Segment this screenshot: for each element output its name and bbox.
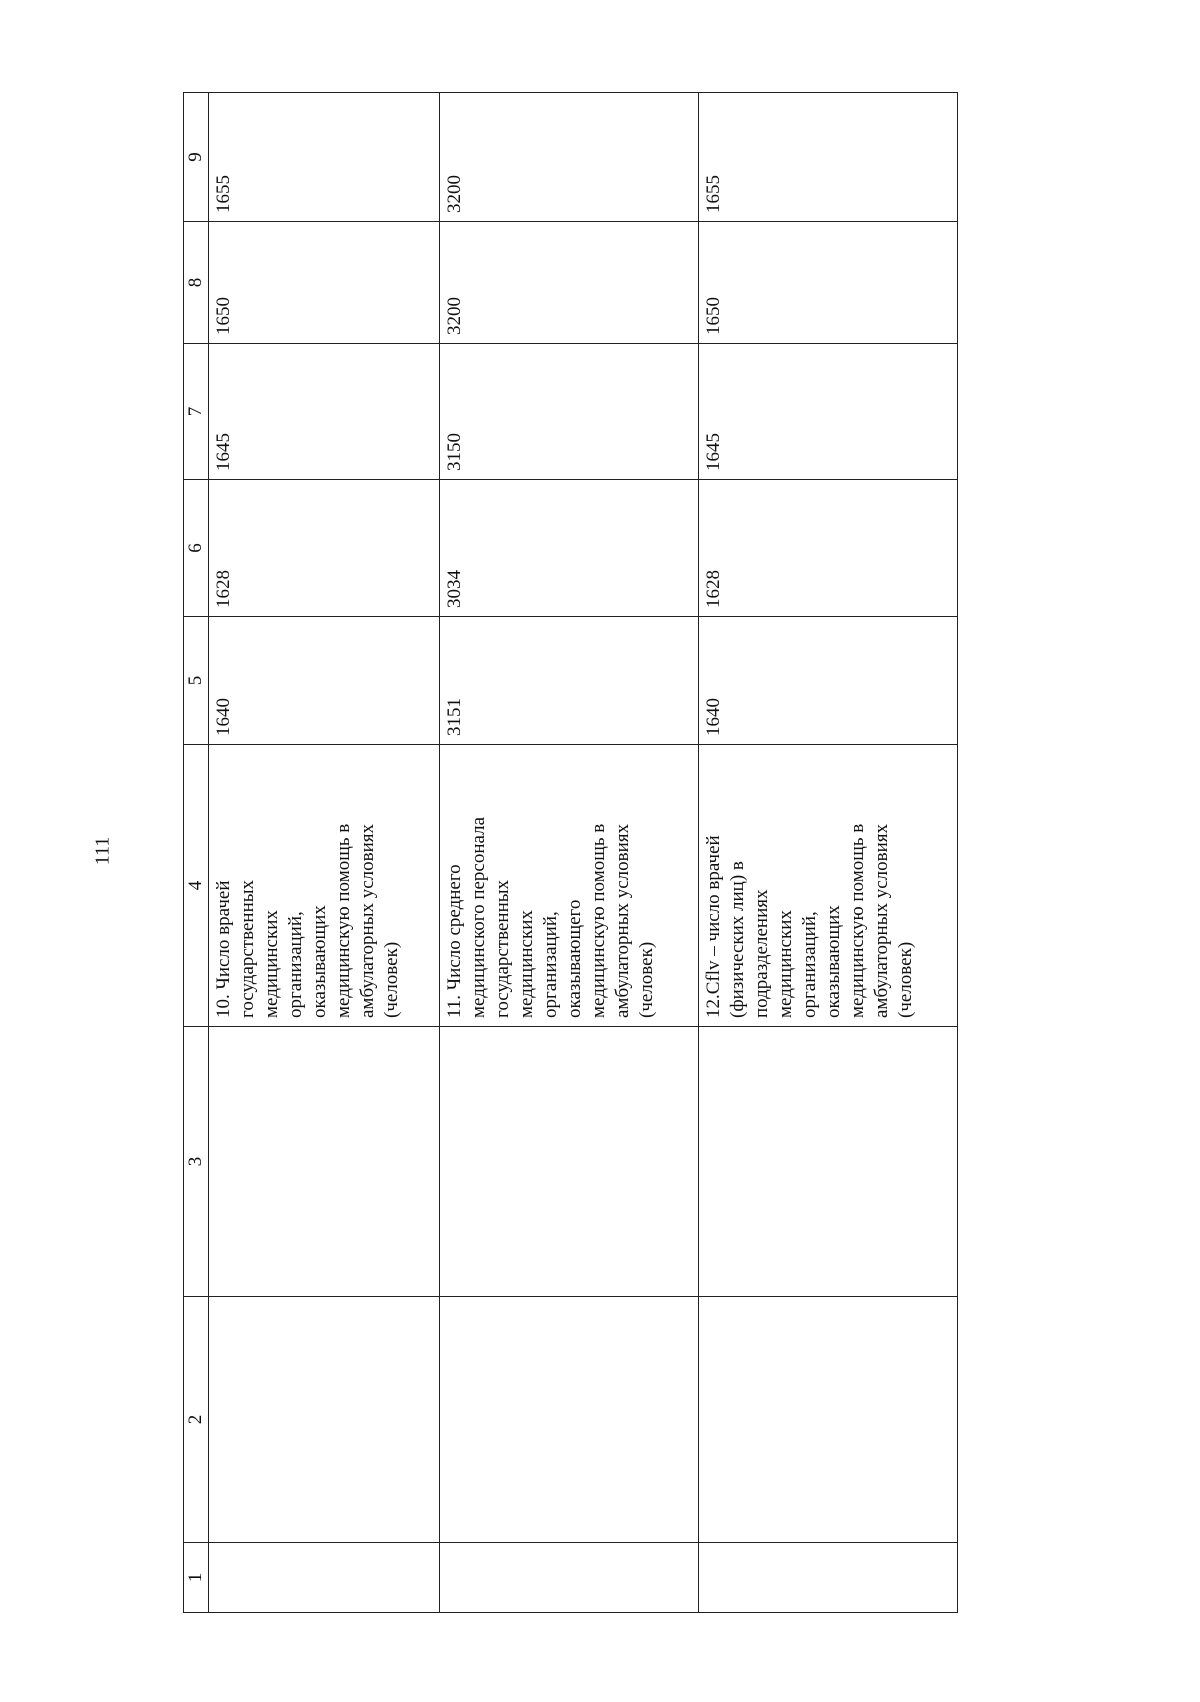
indicator-table [183,92,958,1613]
table-cell-empty [699,1027,958,1297]
value-cell: 3150 [440,344,699,480]
value-cell: 1640 [209,617,440,745]
table-cell-empty [209,1543,440,1613]
table-cell-empty [440,1297,699,1543]
column-number: 2 [184,1297,209,1543]
indicator-description: 11. Число среднего медицинского персонала государственных медицинских организаций, оказывающего медицинскую помощь в амбулаторных условиях (человек) [440,745,699,1027]
column-number: 9 [184,93,209,222]
table-cell-empty [440,1027,699,1297]
table-cell-empty [209,1297,440,1543]
column-number: 1 [184,1543,209,1613]
value-cell: 3034 [440,480,699,617]
value-cell: 1655 [209,93,440,222]
value-cell: 1645 [699,344,958,480]
value-cell: 3151 [440,617,699,745]
table-container [183,93,958,1613]
value-cell: 1655 [699,93,958,222]
page-number: 111 [91,836,114,866]
table-row [209,93,440,1613]
column-number-row [184,93,209,1613]
column-number: 5 [184,617,209,745]
table-row [440,93,699,1613]
indicator-description: 12.Cflv – число врачей (физических лиц) в подразделениях медицинских организаций, оказывающих медицинскую помощь в амбулаторных условиях (человек) [699,745,958,1027]
column-number: 4 [184,745,209,1027]
table-cell-empty [440,1543,699,1613]
value-cell: 1645 [209,344,440,480]
column-number: 3 [184,1027,209,1297]
table-cell-empty [699,1543,958,1613]
value-cell: 1628 [699,480,958,617]
table-cell-empty [209,1027,440,1297]
value-cell: 1650 [209,222,440,344]
table-row [699,93,958,1613]
value-cell: 3200 [440,93,699,222]
column-number: 8 [184,222,209,344]
value-cell: 1628 [209,480,440,617]
table-cell-empty [699,1297,958,1543]
column-number: 7 [184,344,209,480]
indicator-description: 10. Число врачей государственных медицинских организаций, оказывающих медицинскую помощь в амбулаторных условиях (человек) [209,745,440,1027]
value-cell: 3200 [440,222,699,344]
column-number: 6 [184,480,209,617]
value-cell: 1650 [699,222,958,344]
value-cell: 1640 [699,617,958,745]
